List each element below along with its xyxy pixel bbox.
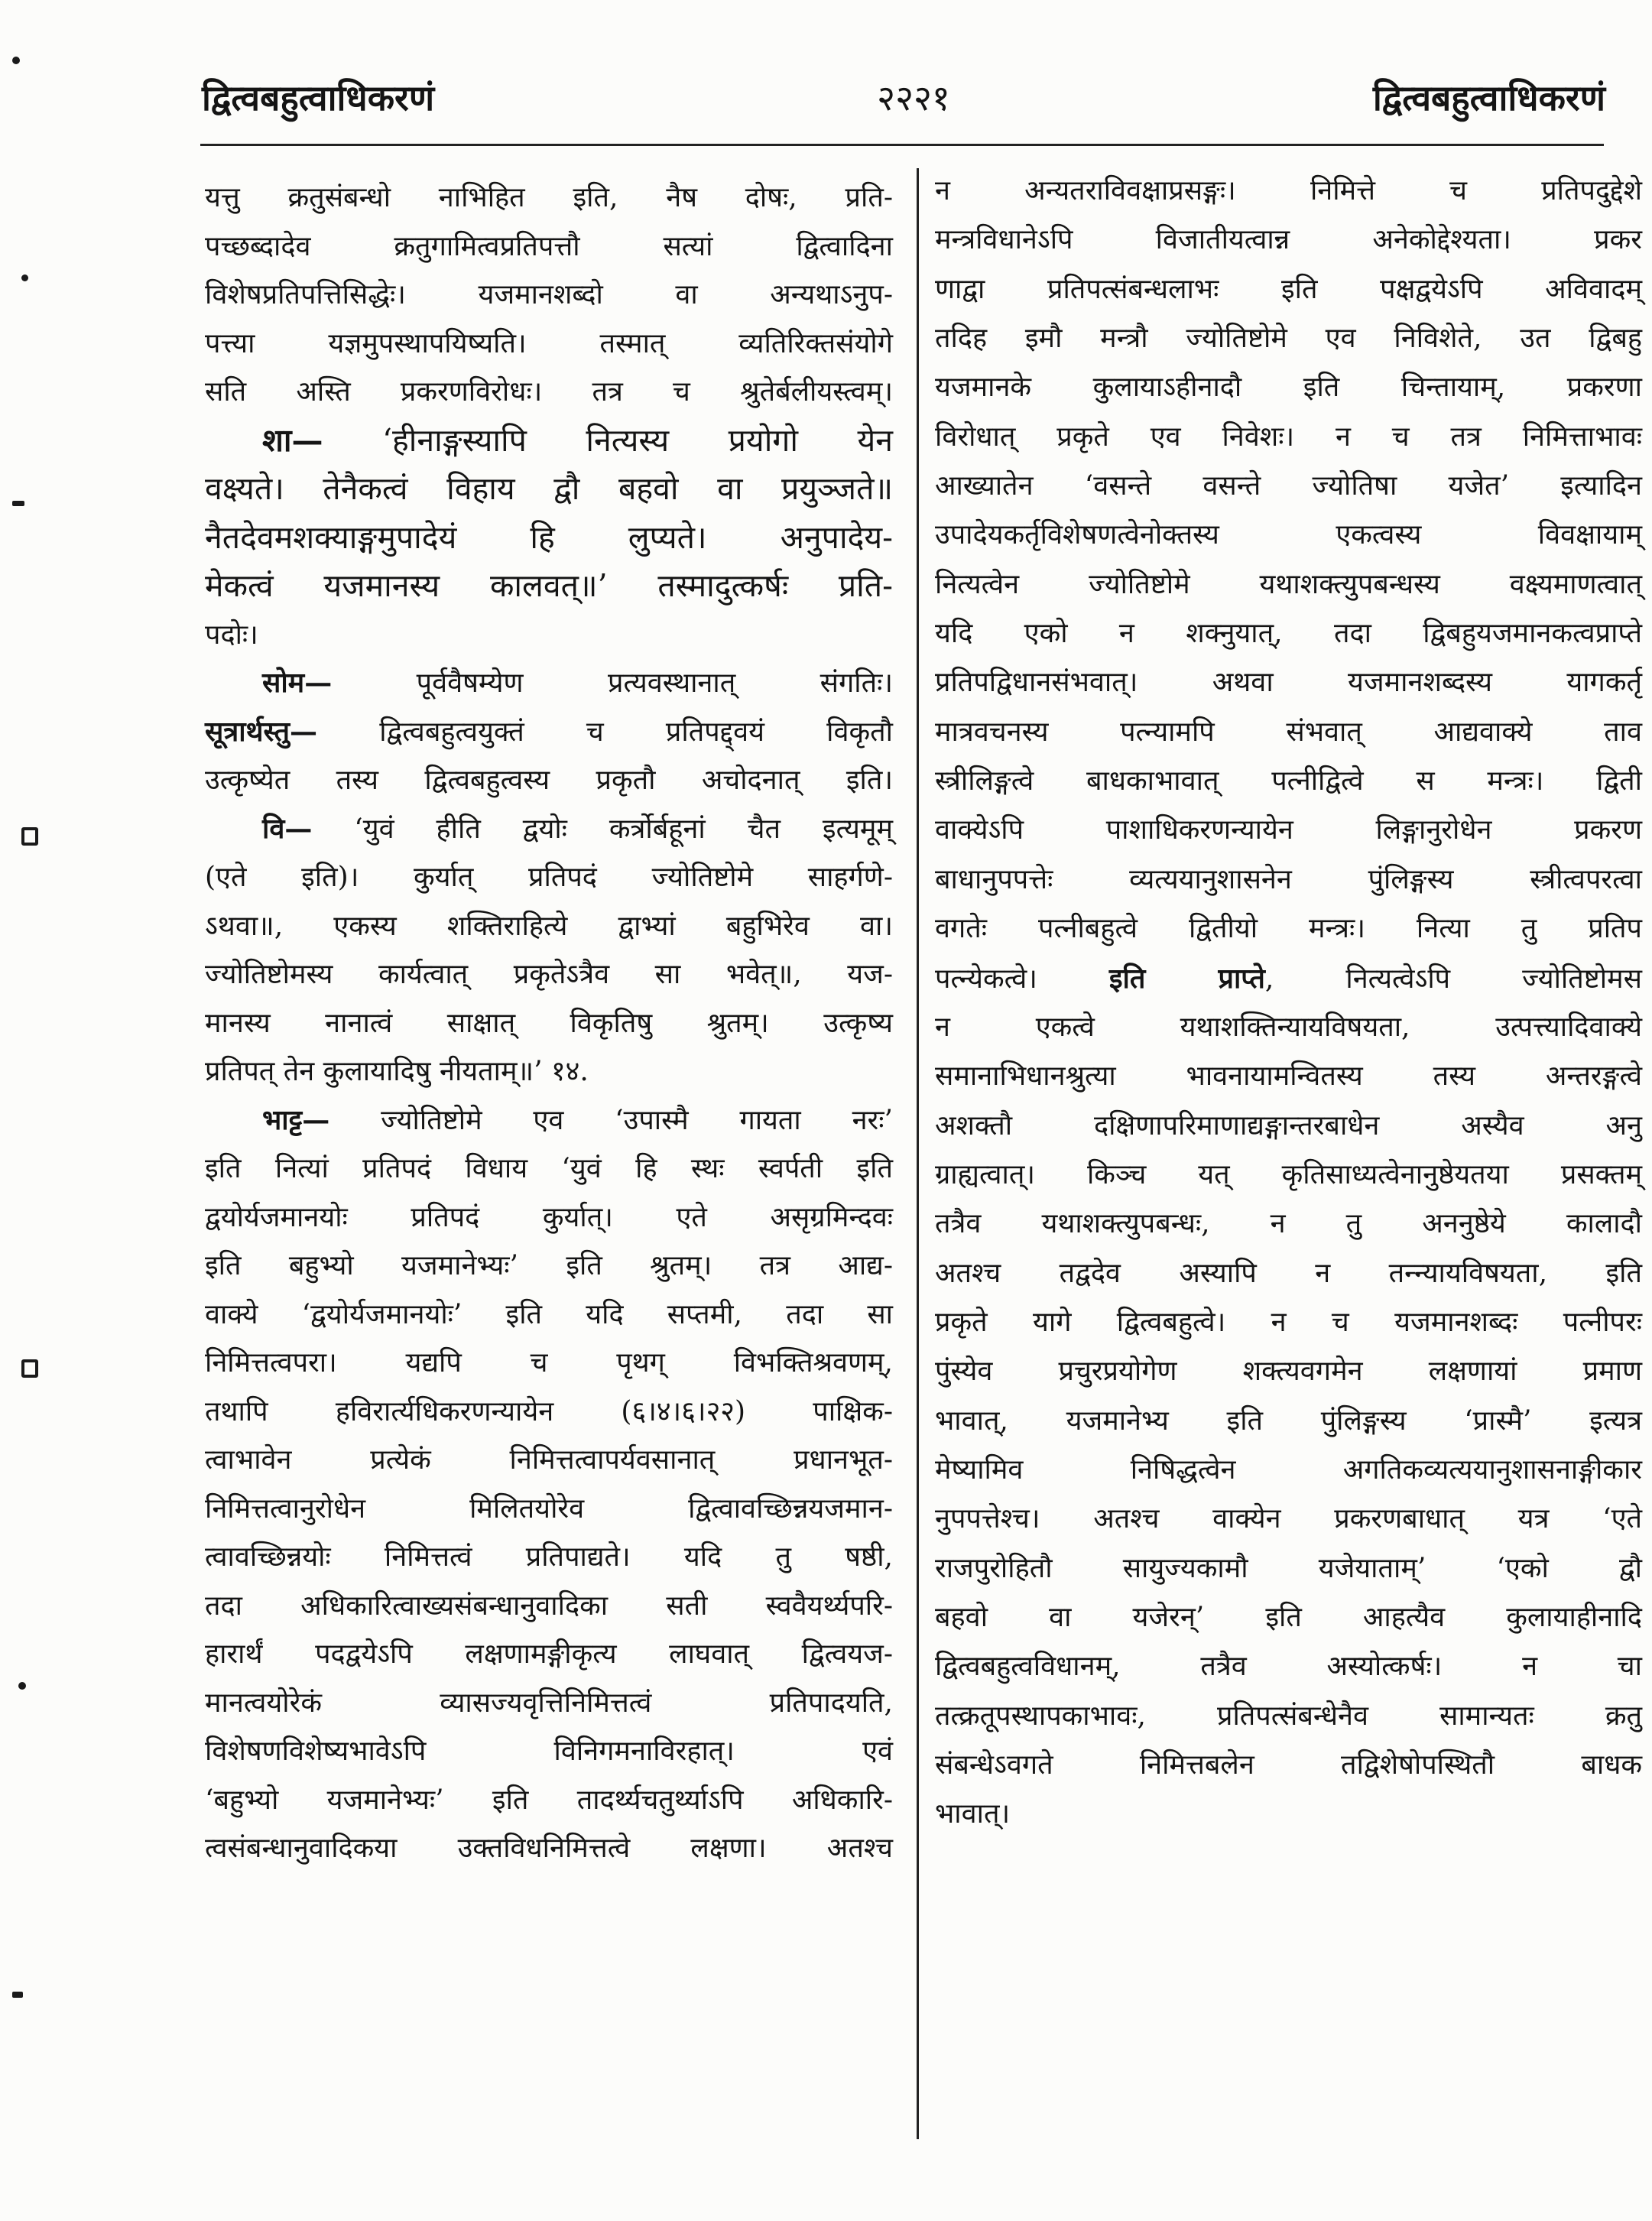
left-column [205, 174, 893, 1873]
right-column-line: द्वित्वबहुत्वविधानम्, तत्रैव अस्योत्कर्षः। न चा [935, 1651, 1642, 1683]
right-column-line: प्रतिपद्विधानसंभवात्। अथवा यजमानशब्दस्य यागकर्तृ [935, 667, 1642, 699]
line-text: , नित्यत्वेऽपि ज्योतिष्टोमस [1264, 963, 1642, 995]
left-column-line: ऽथवा॥, एकस्य शक्तिराहित्ये द्वाभ्यां बहुभिरेव वा। [205, 910, 893, 942]
line-text: पत्न्येकत्वे। [935, 963, 1037, 995]
left-column-line: यत्तु क्रतुसंबन्धो नाभिहित इति, नैष दोषः, प्रति- [205, 182, 893, 213]
margin-speck [12, 57, 20, 64]
section-label-soma: सोम— [262, 667, 333, 699]
right-column-line: न एकत्वे यथाशक्तिन्यायविषयता, उत्पत्त्यादिवाक्ये [935, 1011, 1642, 1043]
left-column-line: पत्त्या यज्ञमुपस्थापयिष्यति। तस्मात् व्यतिरिक्तसंयोगे [205, 327, 893, 359]
left-column-line: प्रतिपत् तेन कुलायादिषु नीयताम्॥’ १४. [205, 1056, 589, 1087]
left-column-line: मेकत्वं यजमानस्य कालवत्॥’ तस्मादुत्कर्षः प्रति- [205, 567, 893, 604]
section-label-bhatta: भाट्ट— [262, 1103, 330, 1136]
right-column-line: नुपपत्तेश्च। अतश्च वाक्येन प्रकरणबाधात् यत्र ‘एते [935, 1503, 1642, 1535]
left-column-line: वाक्ये ‘द्वयोर्यजमानयोः’ इति यदि सप्तमी, तदा सा [205, 1298, 893, 1330]
left-column-line: विशेषप्रतिपत्तिसिद्धेः। यजमानशब्दो वा अन्यथाऽनुप- [205, 279, 893, 310]
margin-speck [21, 274, 28, 281]
margin-speck [18, 1682, 26, 1690]
right-column-line: मन्त्रविधानेऽपि विजातीयत्वान्न अनेकोद्देश्यता। प्रकर [935, 224, 1642, 256]
right-column-line: यदि एको न शक्नुयात्, तदा द्विबहुयजमानकत्वप्राप्ते [935, 618, 1642, 650]
section-label-vi: वि— [262, 812, 313, 845]
left-column-line: हारार्थं पदद्वयेऽपि लक्षणामङ्गीकृत्य लाघवात् द्वित्वयज- [205, 1638, 893, 1670]
right-column-line: वगतेः पत्नीबहुत्वे द्वितीयो मन्त्रः। नित्या तु प्रतिप [935, 913, 1642, 945]
emphasis-text: इति प्राप्ते [1108, 962, 1265, 995]
left-column-line: ज्योतिष्टोमस्य कार्यत्वात् प्रकृतेऽत्रैव सा भवेत्॥, यज- [205, 959, 893, 990]
right-column-line: न अन्यतराविवक्षाप्रसङ्गः। निमित्ते च प्रतिपदुद्देशे [935, 175, 1642, 206]
column-divider [917, 168, 919, 2139]
running-head-right: द्वित्वबहुत्वाधिकरणं [1372, 77, 1605, 119]
left-column-line: ‘बहुभ्यो यजमानेभ्यः’ इति तादर्थ्यचतुर्थ्याऽपि अधिकारि- [205, 1784, 893, 1816]
right-column-line: तत्क्रतूपस्थापकाभावः, प्रतिपत्संबन्धेनैव सामान्यतः क्रतु [935, 1700, 1642, 1732]
right-column-line: प्रकृते यागे द्वित्वबहुत्वे। न च यजमानशब्दः पत्नीपरः [935, 1306, 1642, 1338]
line-text: पूर्ववैषम्येण प्रत्यवस्थानात् संगतिः। [416, 667, 894, 699]
right-column-line: ग्राह्यत्वात्। किञ्च यत् कृतिसाध्यत्वेनानुष्ठेयतया प्रसक्तम् [935, 1158, 1642, 1190]
left-column-line: तथापि हविरार्त्यधिकरणन्यायेन (६।४।६।२२) पाक्षिक- [205, 1395, 893, 1427]
left-column-line: इति नित्यां प्रतिपदं विधाय ‘युवं हि स्थः स्वर्पती इति [205, 1153, 893, 1184]
left-column-line: पच्छब्दादेव क्रतुगामित्वप्रतिपत्तौ सत्यां द्वित्वादिना [205, 230, 893, 262]
left-column-line: नैतदेवमशक्याङ्गमुपादेयं हि लुप्यते। अनुपादेय- [205, 518, 893, 556]
right-column-line: उपादेयकर्तृविशेषणत्वेनोक्तस्य एकत्वस्य विवक्षायाम् [935, 519, 1642, 551]
left-column-line: त्वाभावेन प्रत्येकं निमित्तत्वापर्यवसानात् प्रधानभूत- [205, 1444, 893, 1476]
line-text: द्वित्वबहुत्वयुक्तं च प्रतिपद्द्वयं विकृतौ [379, 716, 894, 748]
left-column-line [205, 805, 893, 854]
right-column-line: पुंस्येव प्रचुरप्रयोगेण शक्त्यवगमेन लक्षणायां प्रमाण [935, 1356, 1642, 1388]
line-text: ‘युवं हीति द्वयोः कर्त्रोर्बहूनां चैत इत्यमूम् [354, 813, 893, 845]
left-column-line: त्वावच्छिन्नयोः निमित्तत्वं प्रतिपाद्यते। यदि तु षष्ठी, [205, 1541, 893, 1573]
left-column-line: निमित्तत्वपरा। यद्यपि च पृथग् विभक्तिश्रवणम्, [205, 1347, 893, 1378]
left-column-line [205, 1096, 893, 1145]
left-column-line: त्वसंबन्धानुवादिकया उक्तविधनिमित्तत्वे लक्षणा। अतश्च [205, 1833, 893, 1864]
margin-speck [21, 1359, 38, 1378]
left-column-line: विशेषणविशेष्यभावेऽपि विनिगमनाविरहात्। एवं [205, 1736, 893, 1767]
line-text: ज्योतिष्टोमे एव ‘उपास्मै गायता नरः’ [381, 1104, 893, 1136]
right-column-line: बहवो वा यजेरन्’ इति आहत्यैव कुलायाहीनादि [935, 1601, 1642, 1633]
right-column-line: णाद्वा प्रतिपत्संबन्धलाभः इति पक्षद्वयेऽपि अविवादम् [935, 273, 1642, 305]
right-column-line: स्त्रीलिङ्गत्वे बाधकाभावात् पत्नीद्वित्वे स मन्त्रः। द्विती [935, 765, 1642, 797]
right-column-line: मेष्यामिव निषिद्धत्वेन अगतिकव्यत्ययानुशासनाङ्गीकार [935, 1453, 1642, 1486]
left-column-line: (एते इति)। कुर्यात् प्रतिपदं ज्योतिष्टोमे साहर्गणे- [205, 862, 893, 893]
right-column-line: अतश्च तद्वदेव अस्यापि न तन्न्यायविषयता, इति [935, 1257, 1642, 1289]
left-column-line [205, 417, 893, 466]
left-column-line: मानत्वयोरेकं व्यासज्यवृत्तिनिमित्तत्वं प्रतिपादयति, [205, 1687, 893, 1719]
page-number: २२२१ [877, 77, 950, 119]
margin-speck [21, 827, 38, 846]
right-column-line: विरोधात् प्रकृते एव निवेशः। न च तत्र निमित्ताभावः [935, 420, 1642, 453]
right-column-line: नित्यत्वेन ज्योतिष्टोमे यथाशक्त्युपबन्धस्य वक्ष्यमाणत्वात् [935, 568, 1642, 600]
section-label-sutrartha: सूत्रार्थस्तु— [205, 715, 318, 748]
right-column-line: अशक्तौ दक्षिणापरिमाणाद्यङ्गान्तरबाधेन अस्यैव अनु [935, 1109, 1642, 1141]
right-column-line: राजपुरोहितौ सायुज्यकामौ यजेयाताम्’ ‘एको द्वौ [935, 1552, 1642, 1584]
right-column-line: भावात्, यजमानेभ्य इति पुंलिङ्गस्य ‘प्रास्मै’ इत्यत्र [935, 1404, 1642, 1437]
right-column-line: समानाभिधानश्रुत्या भावनायामन्वितस्य तस्य अन्तरङ्गत्वे [935, 1060, 1642, 1093]
left-column-line: मानस्य नानात्वं साक्षात् विकृतिषु श्रुतम्। उत्कृष्य [205, 1007, 893, 1039]
right-column-line: वाक्येऽपि पाशाधिकरणन्यायेन लिङ्गानुरोधेन प्रकरण [935, 814, 1642, 846]
header-rule [200, 144, 1604, 146]
right-column-line: मात्रवचनस्य पत्न्यामपि संभवात् आद्यवाक्ये ताव [935, 716, 1642, 748]
left-column-line: निमित्तत्वानुरोधेन मिलितयोरेव द्वित्वावच्छिन्नयजमान- [205, 1492, 893, 1525]
left-column-line: उत्कृष्येत तस्य द्वित्वबहुत्वस्य प्रकृतौ अचोदनात् इति। [205, 765, 893, 796]
margin-speck [12, 1992, 23, 1998]
right-column-line: बाधानुपपत्तेः व्यत्ययानुशासनेन पुंलिङ्गस्य स्त्रीत्वपरत्वा [935, 863, 1642, 895]
right-column [935, 167, 1642, 1839]
left-column-line: द्वयोर्यजमानयोः प्रतिपदं कुर्यात्। एते असृग्रमिन्दवः [205, 1201, 893, 1233]
right-column-line: संबन्धेऽवगते निमित्तबलेन तद्विशेषोपस्थितौ बाधक [935, 1749, 1642, 1781]
left-column-line: वक्ष्यते। तेनैकत्वं विहाय द्वौ बहवो वा प्रयुञ्जते॥ [205, 470, 893, 507]
section-label-shabara: शा— [262, 421, 323, 459]
left-column-line: पदोः। [205, 619, 258, 651]
running-head-left: द्वित्वबहुत्वाधिकरणं [202, 77, 435, 119]
verse-text: ‘हीनाङ्गस्यापि नित्यस्य प्रयोगो येन [381, 421, 893, 459]
right-column-line: तदिह इमौ मन्त्रौ ज्योतिष्टोमे एव निविशेते, उत द्विबहु [935, 323, 1642, 355]
left-column-line: इति बहुभ्यो यजमानेभ्यः’ इति श्रुतम्। तत्र आद्य- [205, 1250, 893, 1281]
left-column-line: सति अस्ति प्रकरणविरोधः। तत्र च श्रुतेर्बलीयस्त्वम्। [205, 376, 893, 408]
right-column-line: यजमानके कुलायाऽहीनादौ इति चिन्तायाम्, प्रकरणा [935, 372, 1642, 404]
right-column-line: आख्यातेन ‘वसन्ते वसन्ते ज्योतिषा यजेत’ इत्यादिन [935, 470, 1642, 502]
right-column-line [935, 954, 1642, 1003]
right-column-line: भावात्। [935, 1798, 1011, 1830]
left-column-line [205, 708, 893, 757]
right-column-line: तत्रैव यथाशक्त्युपबन्धः, न तु अननुष्ठेये कालादौ [935, 1208, 1642, 1240]
left-column-line: तदा अधिकारित्वाख्यसंबन्धानुवादिका सती स्ववैयर्थ्यपरि- [205, 1589, 893, 1622]
left-column-line [205, 659, 893, 708]
margin-speck [12, 501, 24, 506]
